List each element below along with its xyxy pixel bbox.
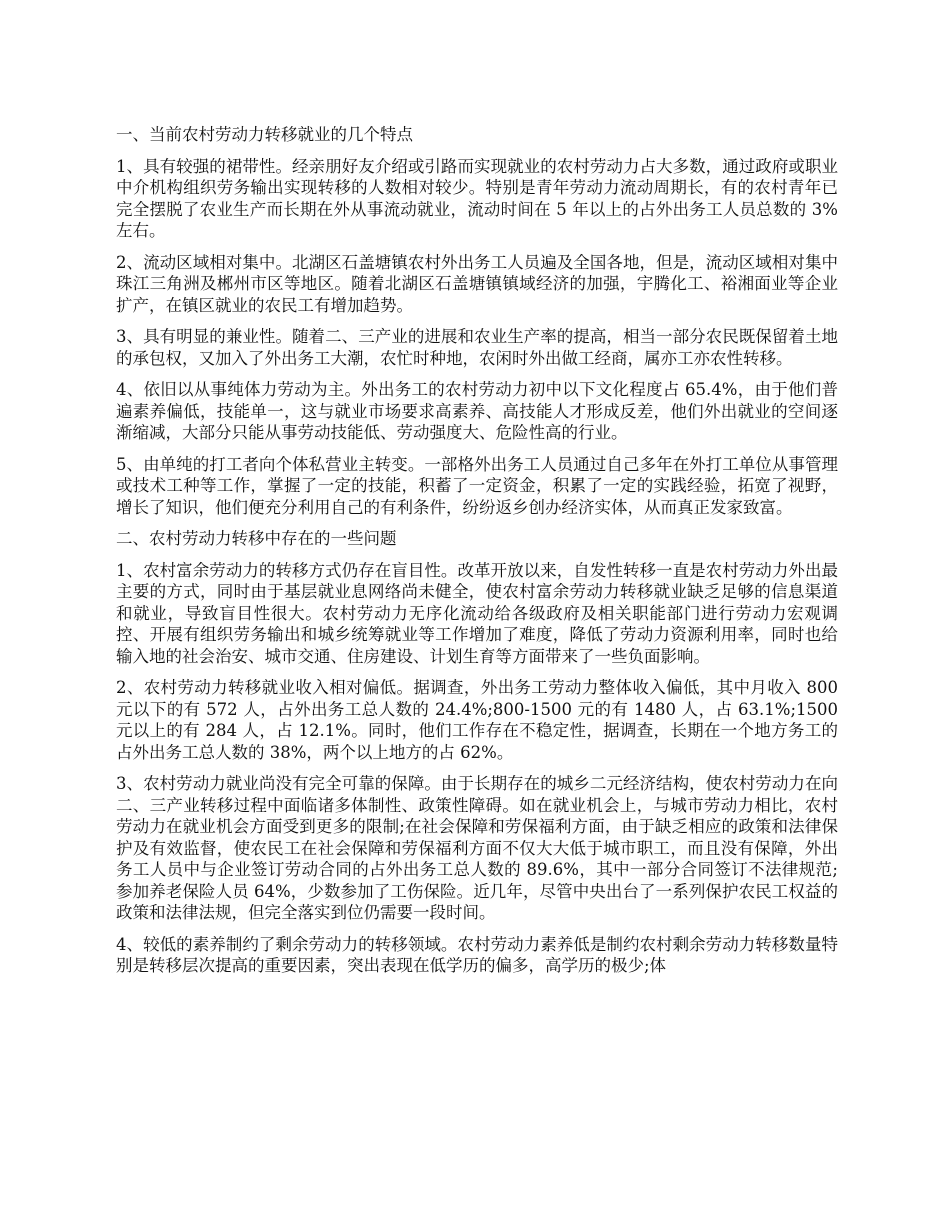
document-body [116,124,838,987]
paragraph-2-3: 3、农村劳动力就业尚没有完全可靠的保障。由于长期存在的城乡二元经济结构，使农村劳动力在向二、三产业转移过程中面临诸多体制性、政策性障碍。如在就业机会上，与城市劳动力相比，农村劳动力在就业机会方面受到更多的限制;在社会保障和劳保福利方面，由于缺乏相应的政策和法律保护及有效监督，使农民工在社会保障和劳保福利方面不仅大大低于城市职工，而且没有保障，外出务工人员中与企业签订劳动合同的占外出务工总人数的 89.6%，其中一部分合同签订不法律规范;参加养老保险人员 64%，少数参加了工伤保险。近几年，尽管中央出台了一系列保护农民工权益的政策和法律法规，但完全落实到位仍需要一段时间。 [116,774,838,922]
paragraph-2-1: 1、农村富余劳动力的转移方式仍存在盲目性。改革开放以来，自发性转移一直是农村劳动力外出最主要的方式，同时由于基层就业息网络尚未健全，使农村富余劳动力转移就业缺乏足够的信息渠道和就业，导致盲目性很大。农村劳动力无序化流动给各级政府及相关职能部门进行劳动力宏观调控、开展有组织劳务输出和城乡统筹就业等工作增加了难度，降低了劳动力资源利用率，同时也给输入地的社会治安、城市交通、住房建设、计划生育等方面带来了一些负面影响。 [116,560,838,666]
paragraph-1-4: 4、依旧以从事纯体力劳动为主。外出务工的农村劳动力初中以下文化程度占 65.4%，由于他们普遍素养偏低，技能单一，这与就业市场要求高素养、高技能人才形成反差，他们外出就业的空间逐渐缩减，大部分只能从事劳动技能低、劳动强度大、危险性高的行业。 [116,380,838,442]
paragraph-1-1: 1、具有较强的裙带性。经亲朋好友介绍或引路而实现就业的农村劳动力占大多数，通过政府或职业中介机构组织劳务输出实现转移的人数相对较少。特别是青年劳动力流动周期长，有的农村青年已完全摆脱了农业生产而长期在外从事流动就业，流动时间在 5 年以上的占外出务工人员总数的 3%左右。 [116,156,838,240]
section-heading-2: 二、农村劳动力转移中存在的一些问题 [116,529,397,548]
paragraph-2-2: 2、农村劳动力转移就业收入相对偏低。据调查，外出务工劳动力整体收入偏低，其中月收入 800 元以下的有 572 人，占外出务工总人数的 24.4%;800-1500 元的有 1480 人，占 63.1%;1500 元以上的有 284 人，占 12.1%。同时，他们工作存在不稳定性，据调查，长期在一个地方务工的占外出务工总人数的 38%，两个以上地方的占 62%。 [116,678,838,762]
paragraph-1-3: 3、具有明显的兼业性。随着二、三产业的进展和农业生产率的提高，相当一部分农民既保留着土地的承包权，又加入了外出务工大潮，农忙时种地，农闲时外出做工经商，属亦工亦农性转移。 [116,327,838,368]
paragraph-1-5: 5、由单纯的打工者向个体私营业主转变。一部格外出务工人员通过自己多年在外打工单位从事管理或技术工种等工作，掌握了一定的技能，积蓄了一定资金，积累了一定的实践经验，拓宽了视野，增长了知识，他们便充分利用自己的有利条件，纷纷返乡创办经济实体，从而真正发家致富。 [116,454,838,517]
section-heading-1: 一、当前农村劳动力转移就业的几个特点 [116,125,413,144]
paragraph-1-2: 2、流动区域相对集中。北湖区石盖塘镇农村外出务工人员遍及全国各地，但是，流动区域相对集中珠江三角洲及郴州市区等地区。随着北湖区石盖塘镇镇域经济的加强，宇腾化工、裕湘面业等企业扩产，在镇区就业的农民工有增加趋势。 [116,252,838,315]
paragraph-2-4: 4、较低的素养制约了剩余劳动力的转移领域。农村劳动力素养低是制约农村剩余劳动力转移数量特别是转移层次提高的重要因素，突出表现在低学历的偏多，高学历的极少;体 [116,934,838,975]
